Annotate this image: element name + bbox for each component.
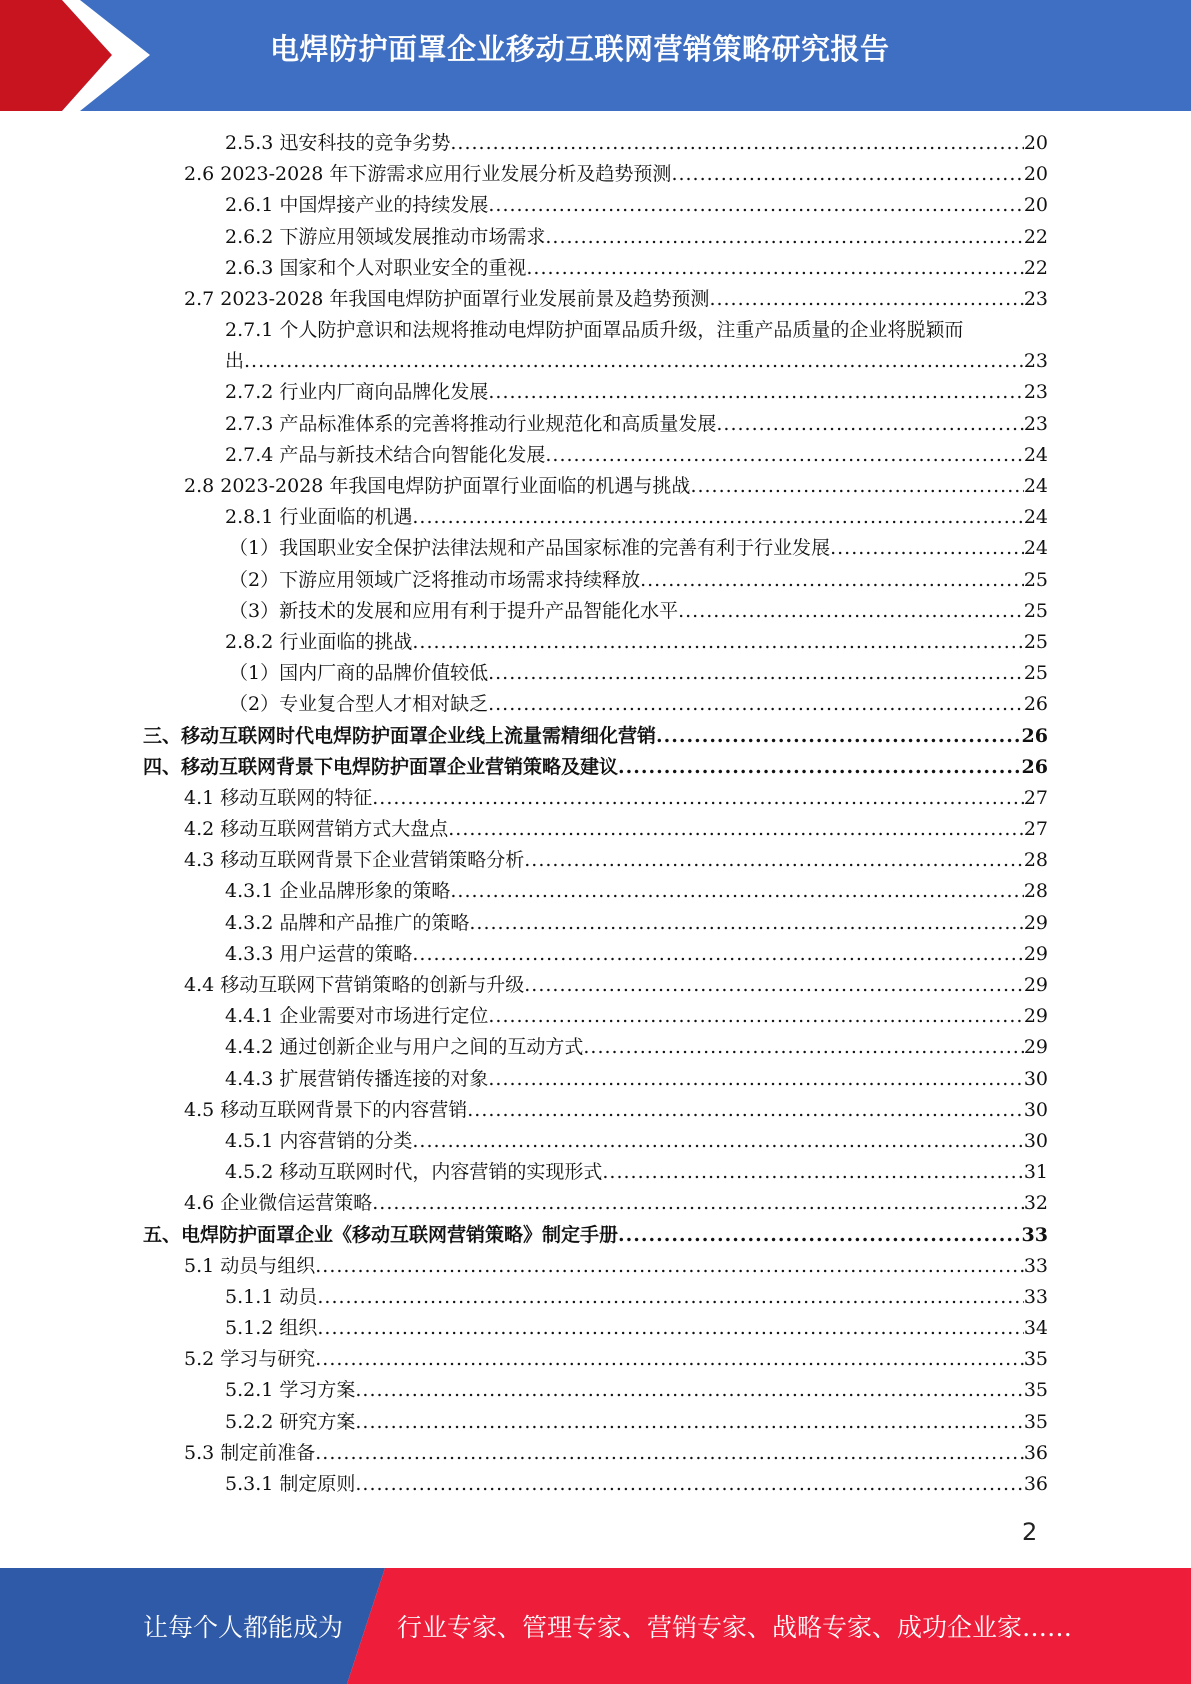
toc-dot-leader (690, 471, 1023, 502)
toc-dot-leader (583, 1032, 1023, 1063)
toc-entry[interactable] (225, 1001, 1048, 1032)
header-arrow-decoration (0, 0, 170, 111)
footer-slogan-left: 让每个人都能成为 (143, 1613, 344, 1642)
toc-entry-title: 5.3.1 制定原则 (225, 1473, 356, 1496)
toc-entry-page: 20 (1023, 194, 1048, 217)
toc-entry-title: 2.7 2023-2028 年我国电焊防护面罩行业发展前景及趋势预测 (184, 287, 710, 310)
toc-entry-title: 4.4 移动互联网下营销策略的创新与升级 (184, 974, 525, 997)
toc-entry-page: 29 (1023, 942, 1048, 965)
toc-dot-leader (450, 128, 1023, 159)
toc-entry[interactable] (184, 814, 1048, 845)
toc-dot-leader (355, 1469, 1023, 1500)
toc-entry-title: 2.6.1 中国焊接产业的持续发展 (225, 194, 489, 217)
toc-entry-title: 4.3.3 用户运营的策略 (225, 942, 413, 965)
toc-entry[interactable] (225, 502, 1048, 533)
toc-entry-title: 4.5 移动互联网背景下的内容营销 (184, 1098, 468, 1121)
toc-dot-leader (469, 908, 1023, 939)
toc-entry[interactable] (229, 658, 1048, 689)
toc-dot-leader (524, 970, 1024, 1001)
toc-entry-page: 33 (1023, 1254, 1048, 1277)
toc-dot-leader (618, 1220, 1022, 1251)
toc-entry[interactable] (225, 409, 1048, 440)
toc-entry-page: 20 (1023, 163, 1048, 186)
toc-entry-page: 29 (1023, 1036, 1048, 1059)
toc-entry-title: 五、电焊防护面罩企业《移动互联网营销策略》制定手册 (143, 1223, 619, 1246)
toc-entry-page: 26 (1023, 693, 1048, 716)
toc-entry[interactable] (225, 253, 1048, 284)
toc-entry-page: 23 (1023, 381, 1048, 404)
toc-dot-leader (602, 1157, 1023, 1188)
toc-entry-title: 2.7.4 产品与新技术结合向智能化发展 (225, 443, 546, 466)
toc-entry[interactable] (184, 1188, 1048, 1219)
toc-entry[interactable] (225, 1282, 1048, 1313)
toc-entry-page: 31 (1023, 1161, 1048, 1184)
toc-entry-title: 4.3 移动互联网背景下企业营销策略分析 (184, 849, 525, 872)
toc-entry-page: 29 (1023, 1005, 1048, 1028)
toc-entry-page: 30 (1023, 1129, 1048, 1152)
toc-entry[interactable] (225, 190, 1048, 221)
toc-dot-leader (671, 159, 1023, 190)
toc-entry-page: 29 (1023, 911, 1048, 934)
toc-entry[interactable] (225, 1157, 1048, 1188)
toc-entry-title: 4.6 企业微信运营策略 (184, 1192, 373, 1215)
toc-dot-leader (315, 1344, 1024, 1375)
toc-entry-page: 23 (1023, 412, 1048, 435)
toc-dot-leader (656, 721, 1022, 752)
toc-entry[interactable] (225, 222, 1048, 253)
toc-entry[interactable] (229, 565, 1048, 596)
toc-entry-page: 24 (1023, 475, 1048, 498)
toc-entry[interactable] (229, 596, 1048, 627)
toc-entry-page: 28 (1023, 880, 1048, 903)
toc-dot-leader (448, 814, 1024, 845)
toc-entry-title: 2.7.3 产品标准体系的完善将推动行业规范化和高质量发展 (225, 412, 717, 435)
toc-dot-leader (315, 1251, 1024, 1282)
toc-entry[interactable] (225, 440, 1048, 471)
toc-entry-page: 33 (1021, 1223, 1048, 1246)
toc-dot-leader (830, 533, 1024, 564)
toc-entry-page: 26 (1021, 755, 1048, 778)
toc-entry-title: 2.7.2 行业内厂商向品牌化发展 (225, 381, 489, 404)
toc-dot-leader (372, 1188, 1024, 1219)
toc-entry[interactable] (225, 1469, 1048, 1500)
toc-dot-leader (545, 440, 1023, 471)
toc-entry[interactable] (225, 1032, 1048, 1063)
toc-entry-title: 2.6.2 下游应用领域发展推动市场需求 (225, 225, 546, 248)
toc-entry-title: 4.5.2 移动互联网时代，内容营销的实现形式 (225, 1161, 603, 1184)
toc-entry[interactable] (184, 1251, 1048, 1282)
toc-entry-page: 25 (1023, 599, 1048, 622)
toc-dot-leader (526, 253, 1023, 284)
toc-dot-leader (315, 1438, 1024, 1469)
page-footer (0, 1568, 1191, 1684)
toc-dot-leader (355, 1407, 1023, 1438)
toc-entry[interactable] (225, 346, 1048, 377)
toc-entry-title: 5.1 动员与组织 (184, 1254, 316, 1277)
toc-entry[interactable] (184, 970, 1048, 1001)
toc-dot-leader (716, 409, 1023, 440)
toc-entry-title: 4.4.2 通过创新企业与用户之间的互动方式 (225, 1036, 584, 1059)
toc-entry[interactable] (143, 721, 1048, 752)
toc-entry[interactable] (184, 783, 1048, 814)
toc-dot-leader (412, 1126, 1023, 1157)
toc-entry-title: （3）新技术的发展和应用有利于提升产品智能化水平 (229, 599, 679, 622)
toc-dot-leader (450, 876, 1023, 907)
toc-entry-title: 4.4.1 企业需要对市场进行定位 (225, 1005, 489, 1028)
toc-entry[interactable] (225, 627, 1048, 658)
toc-entry-title: （2）专业复合型人才相对缺乏 (229, 693, 489, 716)
toc-entry[interactable] (225, 378, 1048, 409)
toc-entry[interactable] (184, 284, 1048, 315)
toc-entry[interactable] (184, 1438, 1048, 1469)
toc-entry-title: 2.6.3 国家和个人对职业安全的重视 (225, 256, 527, 279)
toc-dot-leader (678, 596, 1024, 627)
toc-entry-page: 24 (1023, 443, 1048, 466)
toc-entry[interactable] (225, 1126, 1048, 1157)
toc-dot-leader (488, 658, 1024, 689)
toc-entry[interactable] (225, 939, 1048, 970)
toc-dot-leader (488, 190, 1023, 221)
toc-entry-title: 4.3.1 企业品牌形象的策略 (225, 880, 451, 903)
toc-entry[interactable] (184, 845, 1048, 876)
toc-entry-title: 四、移动互联网背景下电焊防护面罩企业营销策略及建议 (143, 755, 619, 778)
toc-dot-leader (412, 502, 1023, 533)
toc-entry-page: 23 (1023, 350, 1048, 373)
toc-entry-page: 22 (1023, 256, 1048, 279)
toc-entry[interactable] (225, 128, 1048, 159)
toc-entry-page: 35 (1023, 1348, 1048, 1371)
toc-entry-page: 20 (1023, 131, 1048, 154)
toc-entry-page: 35 (1023, 1379, 1048, 1402)
toc-entry[interactable] (143, 752, 1048, 783)
toc-entry-title: 2.6 2023-2028 年下游需求应用行业发展分析及趋势预测 (184, 163, 672, 186)
toc-dot-leader (618, 752, 1022, 783)
toc-entry[interactable] (225, 1064, 1048, 1095)
toc-dot-leader (488, 689, 1024, 720)
toc-entry-page: 36 (1023, 1473, 1048, 1496)
page-header (0, 0, 1191, 111)
toc-entry-page: 29 (1023, 974, 1048, 997)
toc-entry-title: 5.1.2 组织 (225, 1317, 318, 1340)
toc-dot-leader (467, 1095, 1024, 1126)
toc-entry-page: 35 (1023, 1410, 1048, 1433)
toc-entry-page: 24 (1023, 506, 1048, 529)
toc-entry[interactable] (229, 689, 1048, 720)
toc-dot-leader (317, 1313, 1023, 1344)
page-number: 2 (1022, 1518, 1038, 1546)
toc-entry-title: 出 (225, 350, 245, 373)
toc-dot-leader (488, 1001, 1023, 1032)
toc-entry-title: 2.5.3 迅安科技的竞争劣势 (225, 131, 451, 154)
toc-entry-title: 5.2 学习与研究 (184, 1348, 316, 1371)
toc-entry-page: 23 (1023, 287, 1048, 310)
toc-entry[interactable] (225, 1407, 1048, 1438)
toc-entry-page: 33 (1023, 1285, 1048, 1308)
toc-entry-page: 24 (1023, 537, 1048, 560)
toc-dot-leader (709, 284, 1023, 315)
toc-entry-title: 4.3.2 品牌和产品推广的策略 (225, 911, 470, 934)
toc-dot-leader (412, 939, 1023, 970)
toc-dot-leader (372, 783, 1024, 814)
footer-slogan-right: 行业专家、管理专家、营销专家、战略专家、成功企业家…… (397, 1613, 1073, 1642)
toc-dot-leader (524, 845, 1024, 876)
toc-entry[interactable] (229, 533, 1048, 564)
toc-entry[interactable] (184, 1095, 1048, 1126)
toc-entry-title: 5.2.1 学习方案 (225, 1379, 356, 1402)
toc-entry-title: 2.8.2 行业面临的挑战 (225, 630, 413, 653)
toc-entry[interactable] (225, 877, 1048, 908)
toc-entry-page: 22 (1023, 225, 1048, 248)
toc-entry-page: 30 (1023, 1098, 1048, 1121)
toc-entry[interactable] (184, 471, 1048, 502)
toc-entry-title: （1）我国职业安全保护法律法规和产品国家标准的完善有利于行业发展 (229, 537, 831, 560)
toc-entry-page: 25 (1023, 662, 1048, 685)
toc-entry[interactable] (225, 1313, 1048, 1344)
toc-entry-page: 25 (1023, 630, 1048, 653)
toc-dot-leader (545, 222, 1023, 253)
toc-entry-page: 30 (1023, 1067, 1048, 1090)
toc-dot-leader (488, 377, 1023, 408)
toc-entry-title: 4.1 移动互联网的特征 (184, 786, 373, 809)
toc-entry-page: 27 (1023, 786, 1048, 809)
toc-entry[interactable] (184, 159, 1048, 190)
toc-entry-title: （2）下游应用领域广泛将推动市场需求持续释放 (229, 568, 641, 591)
toc-entry-page: 26 (1021, 724, 1048, 747)
toc-entry[interactable] (225, 1376, 1048, 1407)
toc-entry-title: 5.3 制定前准备 (184, 1441, 316, 1464)
toc-entry[interactable] (225, 908, 1048, 939)
toc-entry-title: 三、移动互联网时代电焊防护面罩企业线上流量需精细化营销 (143, 724, 657, 747)
toc-dot-leader (488, 1064, 1023, 1095)
toc-entry[interactable] (143, 1220, 1048, 1251)
toc-entry-page: 25 (1023, 568, 1048, 591)
toc-dot-leader (244, 346, 1024, 377)
toc-entry-title: 4.5.1 内容营销的分类 (225, 1129, 413, 1152)
toc-entry-title: 4.2 移动互联网营销方式大盘点 (184, 818, 449, 841)
toc-entry-title: 2.8.1 行业面临的机遇 (225, 506, 413, 529)
toc-dot-leader (412, 627, 1023, 658)
toc-entry-title: 4.4.3 扩展营销传播连接的对象 (225, 1067, 489, 1090)
toc-dot-leader (640, 565, 1024, 596)
toc-entry[interactable] (225, 315, 1048, 346)
toc-entry-title: 5.1.1 动员 (225, 1285, 318, 1308)
toc-entry-title: 2.7.1 个人防护意识和法规将推动电焊防护面罩品质升级，注重产品质量的企业将脱颖而 (225, 319, 964, 342)
toc-dot-leader (317, 1282, 1023, 1313)
toc-entry-title: 2.8 2023-2028 年我国电焊防护面罩行业面临的机遇与挑战 (184, 475, 691, 498)
toc-entry-page: 32 (1023, 1192, 1048, 1215)
table-of-contents (0, 128, 1191, 1500)
toc-entry[interactable] (184, 1344, 1048, 1375)
toc-entry-title: （1）国内厂商的品牌价值较低 (229, 662, 489, 685)
toc-entry-page: 27 (1023, 818, 1048, 841)
toc-dot-leader (355, 1375, 1023, 1406)
toc-entry-page: 36 (1023, 1441, 1048, 1464)
toc-entry-title: 5.2.2 研究方案 (225, 1410, 356, 1433)
toc-entry-page: 28 (1023, 849, 1048, 872)
report-title: 电焊防护面罩企业移动互联网营销策略研究报告 (270, 32, 890, 66)
toc-entry-page: 34 (1023, 1317, 1048, 1340)
